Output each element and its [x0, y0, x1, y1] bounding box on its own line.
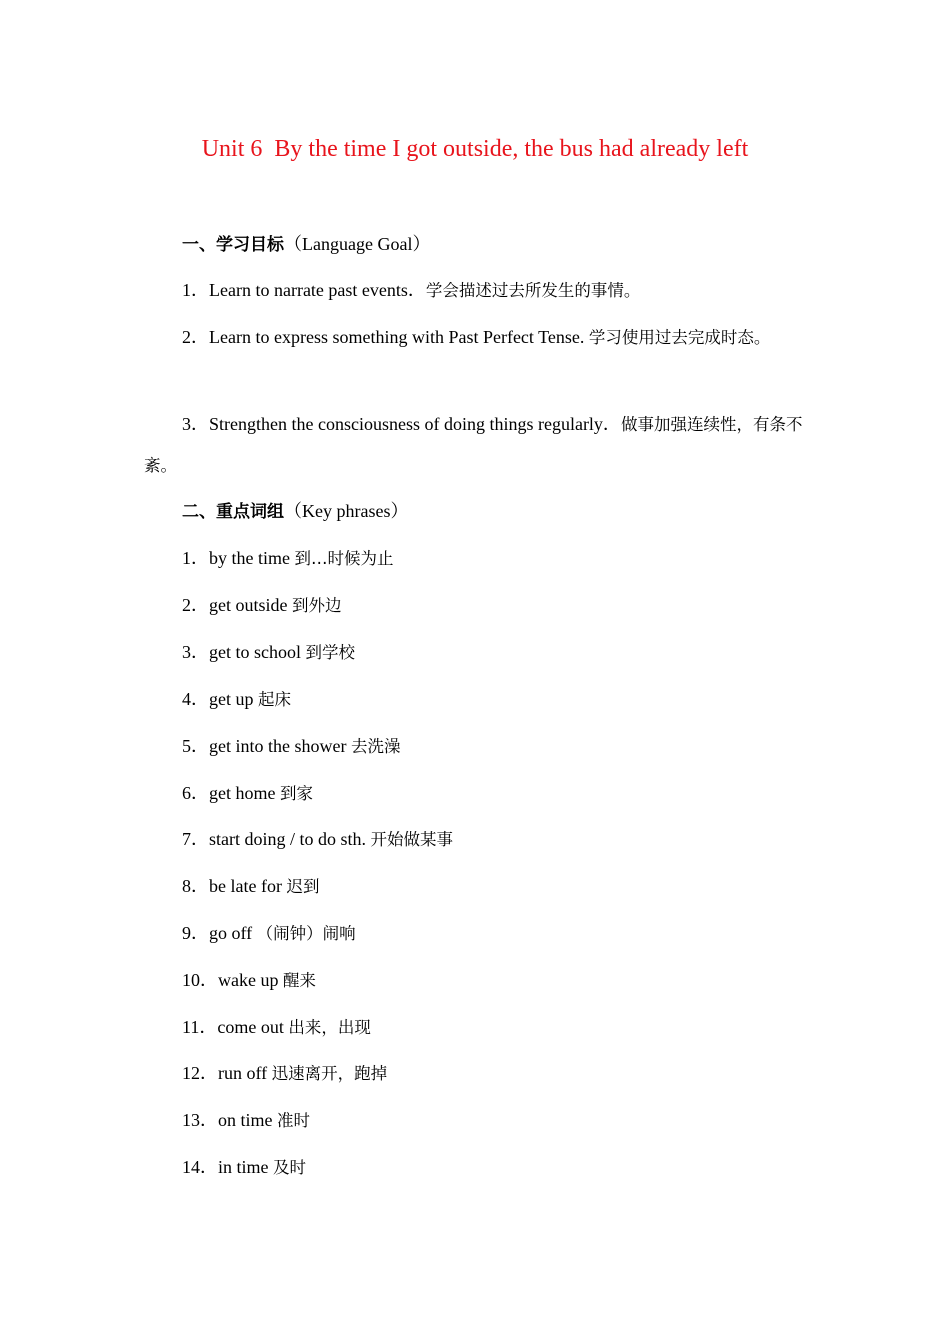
section-heading-zh: 一、学习目标 [182, 235, 284, 255]
goal-item-3 [144, 404, 810, 486]
phrase-item-7 [182, 826, 453, 853]
goal-item-en: Learn to narrate past events． [209, 280, 426, 300]
phrase-number: 12． [182, 1063, 218, 1083]
phrase-en: come out [217, 1017, 289, 1037]
phrase-number: 6． [182, 783, 209, 803]
phrase-number: 4． [182, 689, 209, 709]
phrase-zh: 去洗澡 [350, 737, 401, 756]
phrase-zh: 到…时候为止 [294, 549, 394, 568]
document-title: Unit 6 By the time I got outside, the bus had already left [201, 136, 749, 162]
phrase-en: get outside [209, 595, 292, 615]
phrase-number: 7． [182, 829, 209, 849]
goal-item-number: 3． [182, 414, 209, 434]
phrase-en: get up [209, 689, 258, 709]
phrase-number: 13． [182, 1110, 218, 1130]
phrase-zh: 醒来 [282, 971, 316, 990]
phrase-number: 8． [182, 876, 209, 896]
phrase-en: start doing / to do sth. [209, 829, 371, 849]
phrase-item-6 [182, 780, 313, 807]
goal-item-zh: 做事加强连续性，有条不紊。 [144, 415, 803, 475]
phrase-item-11 [182, 1014, 371, 1041]
phrase-en: be late for [209, 876, 287, 896]
phrase-item-8 [182, 873, 319, 900]
phrase-en: wake up [218, 970, 283, 990]
phrase-item-4 [182, 686, 291, 713]
phrase-number: 5． [182, 736, 209, 756]
phrase-zh: 到家 [279, 784, 313, 803]
goal-item-1 [144, 270, 810, 311]
phrase-zh: 出来，出现 [288, 1018, 371, 1037]
goal-item-number: 2． [182, 327, 209, 347]
phrase-item-9 [182, 920, 356, 947]
goal-item-zh: 学习使用过去完成时态。 [588, 328, 771, 347]
phrase-zh: 准时 [277, 1111, 310, 1130]
goal-item-number: 1． [182, 280, 209, 300]
section-heading-en: （Key phrases） [284, 501, 409, 521]
phrase-number: 2． [182, 595, 209, 615]
phrase-en: in time [218, 1157, 273, 1177]
phrase-item-2 [182, 592, 342, 619]
phrase-number: 14． [182, 1157, 218, 1177]
phrase-number: 10． [182, 970, 218, 990]
section-heading-language-goal [182, 231, 430, 258]
phrase-zh: 到外边 [292, 596, 342, 615]
phrase-en: get home [209, 783, 280, 803]
phrase-zh: 迟到 [286, 877, 320, 896]
phrase-item-13 [182, 1107, 310, 1134]
phrase-zh: （闹钟）闹响 [256, 924, 356, 943]
phrase-number: 11． [182, 1017, 218, 1037]
phrase-item-3 [182, 639, 355, 666]
phrase-zh: 起床 [258, 690, 291, 709]
goal-item-en: Strengthen the consciousness of doing things regularly． [209, 414, 621, 434]
phrase-number: 1． [182, 548, 209, 568]
phrase-item-10 [182, 967, 316, 994]
phrase-en: by the time [209, 548, 295, 568]
phrase-en: run off [218, 1063, 272, 1083]
phrase-item-1 [182, 545, 393, 572]
section-heading-en: （Language Goal） [284, 234, 431, 254]
phrase-zh: 开始做某事 [370, 830, 453, 849]
phrase-en: get into the shower [209, 736, 351, 756]
goal-item-en: Learn to express something with Past Perfect Tense. [209, 327, 589, 347]
phrase-zh: 及时 [273, 1158, 306, 1177]
phrase-item-12 [182, 1060, 387, 1087]
phrase-zh: 到学校 [305, 643, 355, 662]
phrase-en: on time [218, 1110, 277, 1130]
section-heading-key-phrases [182, 498, 408, 525]
phrase-en: go off [209, 923, 257, 943]
section-heading-zh: 二、重点词组 [182, 502, 284, 522]
phrase-item-14 [182, 1154, 306, 1181]
goal-item-zh: 学会描述过去所发生的事情。 [425, 281, 641, 300]
phrase-number: 3． [182, 642, 209, 662]
goal-item-2 [144, 317, 810, 358]
phrase-zh: 迅速离开，跑掉 [271, 1064, 388, 1083]
phrase-en: get to school [209, 642, 306, 662]
phrase-item-5 [182, 733, 400, 760]
phrase-number: 9． [182, 923, 209, 943]
